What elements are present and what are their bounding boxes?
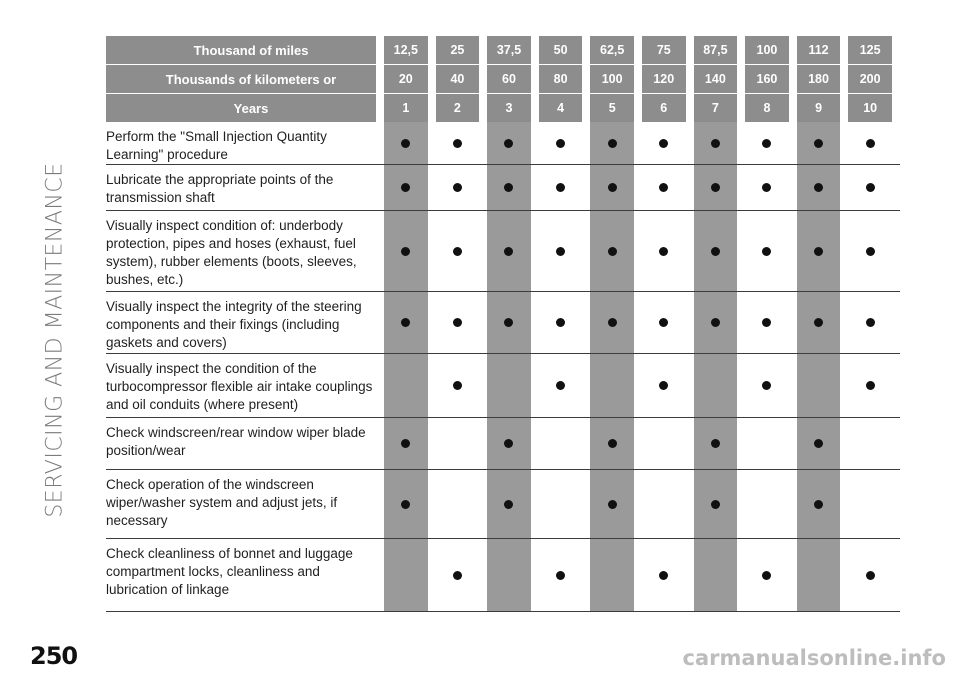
- schedule-cell: [694, 418, 738, 469]
- schedule-cell: [384, 418, 428, 469]
- schedule-cell: [797, 165, 841, 210]
- bullet-icon: [453, 571, 462, 580]
- bullet-icon: [659, 247, 668, 256]
- schedule-cell: [436, 165, 480, 210]
- bullet-icon: [814, 500, 823, 509]
- schedule-cell: [590, 165, 634, 210]
- watermark: carmanualsonline.info: [682, 646, 946, 670]
- operation-description: Perform the "Small Injection Quantity Learning" procedure: [106, 129, 327, 162]
- schedule-cell: [694, 122, 738, 164]
- header-cell: 87,5: [694, 36, 738, 64]
- bullet-icon: [762, 571, 771, 580]
- schedule-cell: [384, 292, 428, 353]
- header-row: [106, 65, 900, 93]
- bullet-icon: [659, 318, 668, 327]
- bullet-icon: [711, 500, 720, 509]
- schedule-cell: [590, 418, 634, 469]
- schedule-cell: [745, 470, 789, 538]
- schedule-cell: [539, 211, 583, 291]
- bullet-icon: [608, 183, 617, 192]
- bullet-icon: [814, 439, 823, 448]
- table-row: [106, 211, 900, 292]
- bullet-icon: [711, 247, 720, 256]
- bullet-icon: [762, 247, 771, 256]
- schedule-cell: [384, 470, 428, 538]
- schedule-cell: [539, 354, 583, 417]
- bullet-icon: [556, 139, 565, 148]
- header-cell: 1: [384, 94, 428, 122]
- bullet-icon: [401, 139, 410, 148]
- schedule-cell: [848, 165, 892, 210]
- schedule-cell: [797, 292, 841, 353]
- schedule-cell: [642, 211, 686, 291]
- schedule-cell: [642, 165, 686, 210]
- bullet-icon: [453, 139, 462, 148]
- schedule-cell: [797, 122, 841, 164]
- header-cell: 80: [539, 65, 583, 93]
- operation-description: Check cleanliness of bonnet and luggage compartment locks, cleanliness and lubrication of linkage: [106, 546, 353, 597]
- schedule-cell: [539, 165, 583, 210]
- bullet-icon: [814, 318, 823, 327]
- bullet-icon: [711, 183, 720, 192]
- schedule-cell: [642, 292, 686, 353]
- schedule-cell: [642, 122, 686, 164]
- bullet-icon: [401, 183, 410, 192]
- header-cell: 112: [797, 36, 841, 64]
- bullet-icon: [608, 318, 617, 327]
- bullet-icon: [556, 318, 565, 327]
- header-cell: 7: [694, 94, 738, 122]
- bullet-icon: [401, 439, 410, 448]
- schedule-cell: [539, 539, 583, 611]
- bullet-icon: [659, 183, 668, 192]
- schedule-cell: [487, 292, 531, 353]
- bullet-icon: [556, 183, 565, 192]
- bullet-icon: [762, 139, 771, 148]
- schedule-cell: [694, 354, 738, 417]
- header-cell: 160: [745, 65, 789, 93]
- operation-description: Visually inspect the condition of the turbocompressor flexible air intake couplings and oil conduits (where present): [106, 361, 373, 412]
- header-cell: 6: [642, 94, 686, 122]
- operation-description: Check operation of the windscreen wiper/washer system and adjust jets, if necessary: [106, 477, 338, 528]
- schedule-cell: [642, 470, 686, 538]
- header-row-label: Thousands of kilometers or: [106, 65, 376, 93]
- header-cell: 62,5: [590, 36, 634, 64]
- schedule-cell: [436, 470, 480, 538]
- bullet-icon: [608, 500, 617, 509]
- schedule-cell: [384, 211, 428, 291]
- bullet-icon: [608, 439, 617, 448]
- schedule-cell: [848, 122, 892, 164]
- header-row-label: Years: [106, 94, 376, 122]
- schedule-cell: [436, 292, 480, 353]
- table-row: [106, 354, 900, 418]
- bullet-icon: [453, 318, 462, 327]
- bullet-icon: [659, 571, 668, 580]
- schedule-cell: [539, 418, 583, 469]
- bullet-icon: [711, 139, 720, 148]
- operation-description: Visually inspect condition of: underbody protection, pipes and hoses (exhaust, fuel system), rubber elements (boots, sleeves, bushes, etc.): [106, 218, 357, 287]
- header-cell: 5: [590, 94, 634, 122]
- bullet-icon: [762, 381, 771, 390]
- header-cell: 40: [436, 65, 480, 93]
- schedule-cell: [487, 165, 531, 210]
- bullet-icon: [504, 500, 513, 509]
- header-cell: 100: [590, 65, 634, 93]
- schedule-cell: [797, 211, 841, 291]
- header-cell: 10: [848, 94, 892, 122]
- schedule-cell: [487, 211, 531, 291]
- schedule-cell: [745, 539, 789, 611]
- schedule-cell: [848, 539, 892, 611]
- bullet-icon: [762, 318, 771, 327]
- schedule-cell: [745, 292, 789, 353]
- bullet-icon: [711, 318, 720, 327]
- bullet-icon: [401, 247, 410, 256]
- table-row: [106, 292, 900, 354]
- bullet-icon: [556, 381, 565, 390]
- schedule-cell: [436, 539, 480, 611]
- schedule-cell: [590, 211, 634, 291]
- bullet-icon: [504, 183, 513, 192]
- bullet-icon: [556, 247, 565, 256]
- schedule-cell: [590, 122, 634, 164]
- schedule-cell: [487, 418, 531, 469]
- operation-description: Check windscreen/rear window wiper blade position/wear: [106, 425, 366, 458]
- table-row: [106, 539, 900, 612]
- header-cell: 25: [436, 36, 480, 64]
- bullet-icon: [866, 183, 875, 192]
- header-cell: 20: [384, 65, 428, 93]
- header-cell: 12,5: [384, 36, 428, 64]
- bullet-icon: [866, 381, 875, 390]
- bullet-icon: [504, 318, 513, 327]
- bullet-icon: [866, 318, 875, 327]
- schedule-cell: [848, 470, 892, 538]
- schedule-cell: [384, 539, 428, 611]
- schedule-cell: [539, 122, 583, 164]
- bullet-icon: [814, 139, 823, 148]
- schedule-cell: [694, 470, 738, 538]
- header-cell: 37,5: [487, 36, 531, 64]
- bullet-icon: [866, 571, 875, 580]
- table-body: [106, 122, 900, 612]
- table-row: [106, 122, 900, 165]
- bullet-icon: [453, 381, 462, 390]
- header-cell: 75: [642, 36, 686, 64]
- table-row: [106, 165, 900, 211]
- schedule-cell: [694, 211, 738, 291]
- bullet-icon: [659, 381, 668, 390]
- header-cell: 120: [642, 65, 686, 93]
- bullet-icon: [504, 139, 513, 148]
- header-cell: 125: [848, 36, 892, 64]
- schedule-cell: [797, 539, 841, 611]
- schedule-cell: [745, 354, 789, 417]
- bullet-icon: [453, 183, 462, 192]
- bullet-icon: [814, 183, 823, 192]
- schedule-cell: [642, 418, 686, 469]
- header-cell: 60: [487, 65, 531, 93]
- schedule-cell: [590, 354, 634, 417]
- bullet-icon: [504, 439, 513, 448]
- schedule-cell: [436, 122, 480, 164]
- schedule-cell: [642, 539, 686, 611]
- schedule-cell: [384, 354, 428, 417]
- schedule-cell: [590, 292, 634, 353]
- header-row-label: Thousand of miles: [106, 36, 376, 64]
- schedule-cell: [848, 418, 892, 469]
- bullet-icon: [556, 571, 565, 580]
- schedule-cell: [694, 292, 738, 353]
- bullet-icon: [866, 139, 875, 148]
- schedule-cell: [642, 354, 686, 417]
- section-title: SERVICING AND MAINTENANCE: [42, 162, 68, 518]
- schedule-cell: [539, 470, 583, 538]
- schedule-cell: [436, 211, 480, 291]
- bullet-icon: [401, 500, 410, 509]
- schedule-cell: [487, 539, 531, 611]
- header-cell: 200: [848, 65, 892, 93]
- bullet-icon: [814, 247, 823, 256]
- header-cell: 140: [694, 65, 738, 93]
- operation-description: Lubricate the appropriate points of the transmission shaft: [106, 172, 334, 205]
- operation-description: Visually inspect the integrity of the steering components and their fixings (including gaskets and covers): [106, 299, 362, 350]
- bullet-icon: [453, 247, 462, 256]
- schedule-cell: [487, 354, 531, 417]
- schedule-cell: [797, 470, 841, 538]
- schedule-cell: [694, 165, 738, 210]
- schedule-cell: [436, 418, 480, 469]
- header-cell: 4: [539, 94, 583, 122]
- header-cell: 9: [797, 94, 841, 122]
- header-cell: 50: [539, 36, 583, 64]
- header-cell: 3: [487, 94, 531, 122]
- schedule-cell: [694, 539, 738, 611]
- schedule-cell: [745, 122, 789, 164]
- table-header: [106, 36, 900, 122]
- schedule-cell: [487, 470, 531, 538]
- table-row: [106, 418, 900, 470]
- header-row: [106, 94, 900, 122]
- schedule-cell: [590, 539, 634, 611]
- header-cell: 100: [745, 36, 789, 64]
- bullet-icon: [762, 183, 771, 192]
- maintenance-schedule-table: [106, 36, 900, 612]
- schedule-cell: [745, 211, 789, 291]
- header-cell: 2: [436, 94, 480, 122]
- header-cell: 180: [797, 65, 841, 93]
- schedule-cell: [436, 354, 480, 417]
- bullet-icon: [608, 247, 617, 256]
- bullet-icon: [711, 439, 720, 448]
- bullet-icon: [659, 139, 668, 148]
- schedule-cell: [539, 292, 583, 353]
- schedule-cell: [848, 211, 892, 291]
- bullet-icon: [608, 139, 617, 148]
- schedule-cell: [590, 470, 634, 538]
- schedule-cell: [745, 165, 789, 210]
- bullet-icon: [504, 247, 513, 256]
- schedule-cell: [797, 354, 841, 417]
- schedule-cell: [384, 122, 428, 164]
- schedule-cell: [384, 165, 428, 210]
- schedule-cell: [848, 354, 892, 417]
- page-number: 250: [30, 642, 78, 670]
- schedule-cell: [487, 122, 531, 164]
- bullet-icon: [401, 318, 410, 327]
- bullet-icon: [866, 247, 875, 256]
- table-row: [106, 470, 900, 539]
- schedule-cell: [797, 418, 841, 469]
- schedule-cell: [848, 292, 892, 353]
- schedule-cell: [745, 418, 789, 469]
- header-cell: 8: [745, 94, 789, 122]
- header-row: [106, 36, 900, 64]
